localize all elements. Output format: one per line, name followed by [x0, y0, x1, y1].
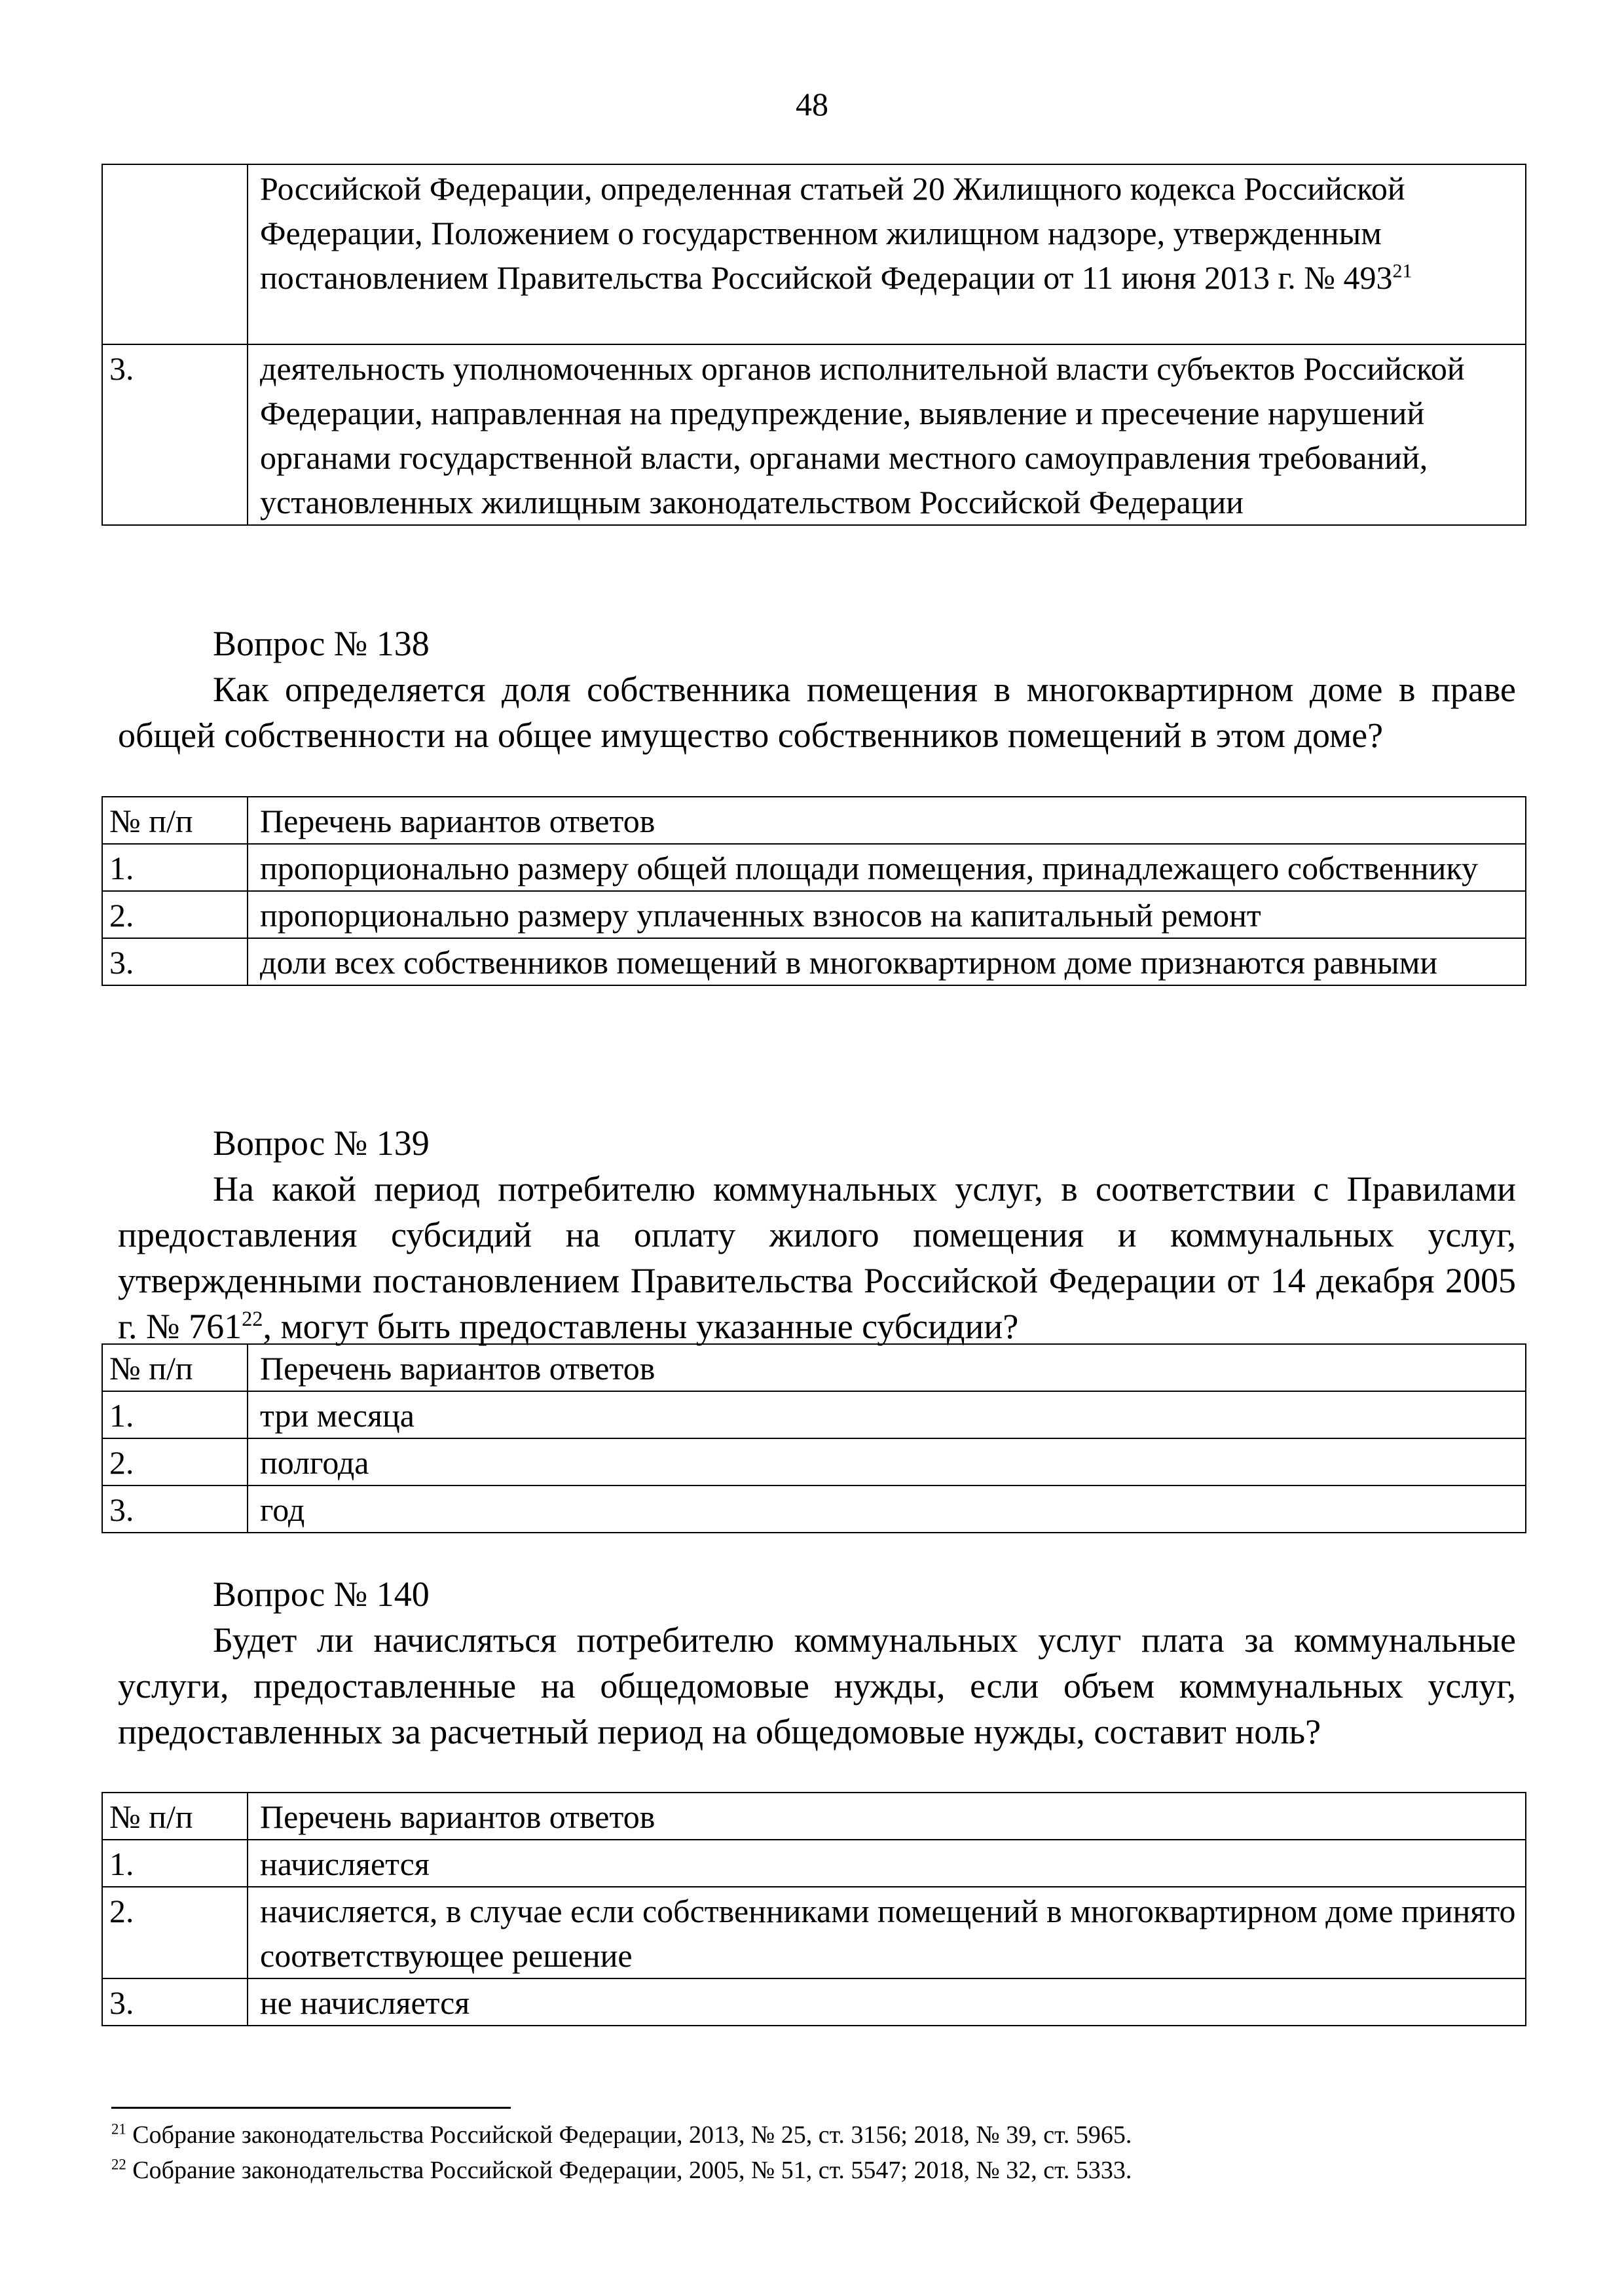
page-number: 48 [796, 86, 828, 122]
question-139-title: Вопрос № 139 [213, 1123, 430, 1163]
answer-text: не начисляется [248, 1978, 1526, 2026]
answer-number: 3. [102, 344, 248, 525]
footnote-ref: 22 [242, 1307, 263, 1331]
continuation-answers-table [101, 164, 1526, 526]
answer-number: 1. [102, 844, 248, 891]
table-row [102, 844, 1526, 891]
number-column-header: № п/п [102, 1344, 248, 1391]
answer-text: Российской Федерации, определенная статьей 20 Жилищного кодекса Российской Федерации, Положением о государственном жилищном надзоре, утвержденным постановлением Правительства Российской Федерации от 11 июня 2013 г. № $493^{21}$ [248, 164, 1526, 344]
question-138-text: Как определяется доля собственника помещения в многоквартирном доме в праве общей собственности на общее имущество собственников помещений в этом доме? [118, 670, 1516, 755]
options-column-header: Перечень вариантов ответов [248, 797, 1526, 844]
question-138-title: Вопрос № 138 [213, 624, 430, 663]
table-row [102, 1485, 1526, 1533]
answer-text: год [248, 1485, 1526, 1533]
table-header-row [102, 797, 1526, 844]
table-row [102, 344, 1526, 525]
question-140-text: Будет ли начисляться потребителю коммунальных услуг плата за коммунальные услуги, предоставленные на общедомовые нужды, если объем коммунальных услуг, предоставленных за расчетный период на общедомовые нужды, составит ноль? [118, 1620, 1516, 1751]
answer-number: 1. [102, 1840, 248, 1887]
answer-text: деятельность уполномоченных органов исполнительной власти субъектов Российской Федерации, направленная на предупреждение, выявление и пресечение нарушений органами государственной власти, органами местного самоуправления требований, установленных жилищным законодательством Российской Федерации [248, 344, 1526, 525]
answer-number: 1. [102, 1391, 248, 1438]
answer-text: доли всех собственников помещений в многоквартирном доме признаются равными [248, 938, 1526, 985]
answer-text: начисляется, в случае если собственниками помещений в многоквартирном доме принято соответствующее решение [248, 1887, 1526, 1978]
table-row [102, 938, 1526, 985]
answer-number: 2. [102, 1887, 248, 1978]
answer-number [102, 164, 248, 344]
options-column-header: Перечень вариантов ответов [248, 1793, 1526, 1840]
number-column-header: № п/п [102, 1793, 248, 1840]
footnote-ref: 21 [1392, 260, 1412, 282]
options-column-header: Перечень вариантов ответов [248, 1344, 1526, 1391]
answer-number: 2. [102, 891, 248, 938]
answer-text: пропорционально размеру общей площади помещения, принадлежащего собственнику [248, 844, 1526, 891]
answer-text: полгода [248, 1438, 1526, 1485]
answer-number: 2. [102, 1438, 248, 1485]
footnote-separator [111, 2107, 511, 2109]
answer-text: пропорционально размеру уплаченных взносов на капитальный ремонт [248, 891, 1526, 938]
footnote-21: $^{21}$ Собрание законодательства Российской Федерации, 2013, № 25, ст. 3156; 2018, № 39, ст. 5965. [111, 2121, 1132, 2149]
table-row [102, 1840, 1526, 1887]
answer-text: начисляется [248, 1840, 1526, 1887]
footnote-number: 22 [111, 2156, 126, 2173]
footnote-number: 21 [111, 2121, 126, 2138]
answer-number: 3. [102, 1485, 248, 1533]
table-header-row [102, 1344, 1526, 1391]
answer-text: три месяца [248, 1391, 1526, 1438]
table-row [102, 1887, 1526, 1978]
question-138-answers-table [101, 796, 1526, 986]
question-139-answers-table [101, 1343, 1526, 1533]
table-row [102, 164, 1526, 344]
table-header-row [102, 1793, 1526, 1840]
footnote-22: $^{22}$ Собрание законодательства Российской Федерации, 2005, № 51, ст. 5547; 2018, № 32, ст. 5333. [111, 2156, 1132, 2184]
table-row [102, 1391, 1526, 1438]
answer-number: 3. [102, 1978, 248, 2026]
table-row [102, 891, 1526, 938]
table-row [102, 1978, 1526, 2026]
question-140-answers-table [101, 1792, 1526, 2026]
answer-number: 3. [102, 938, 248, 985]
question-140-title: Вопрос № 140 [213, 1575, 430, 1614]
number-column-header: № п/п [102, 797, 248, 844]
table-row [102, 1438, 1526, 1485]
question-139-text: На какой период потребителю коммунальных услуг, в соответствии с Правилами предоставления субсидий на оплату жилого помещения и коммунальных услуг, утвержденными постановлением Правительства Российской Федерации от 14 декабря 2005 г. № $761^{22}$, могут быть предоставлены указанные субсидии? [118, 1169, 1516, 1346]
